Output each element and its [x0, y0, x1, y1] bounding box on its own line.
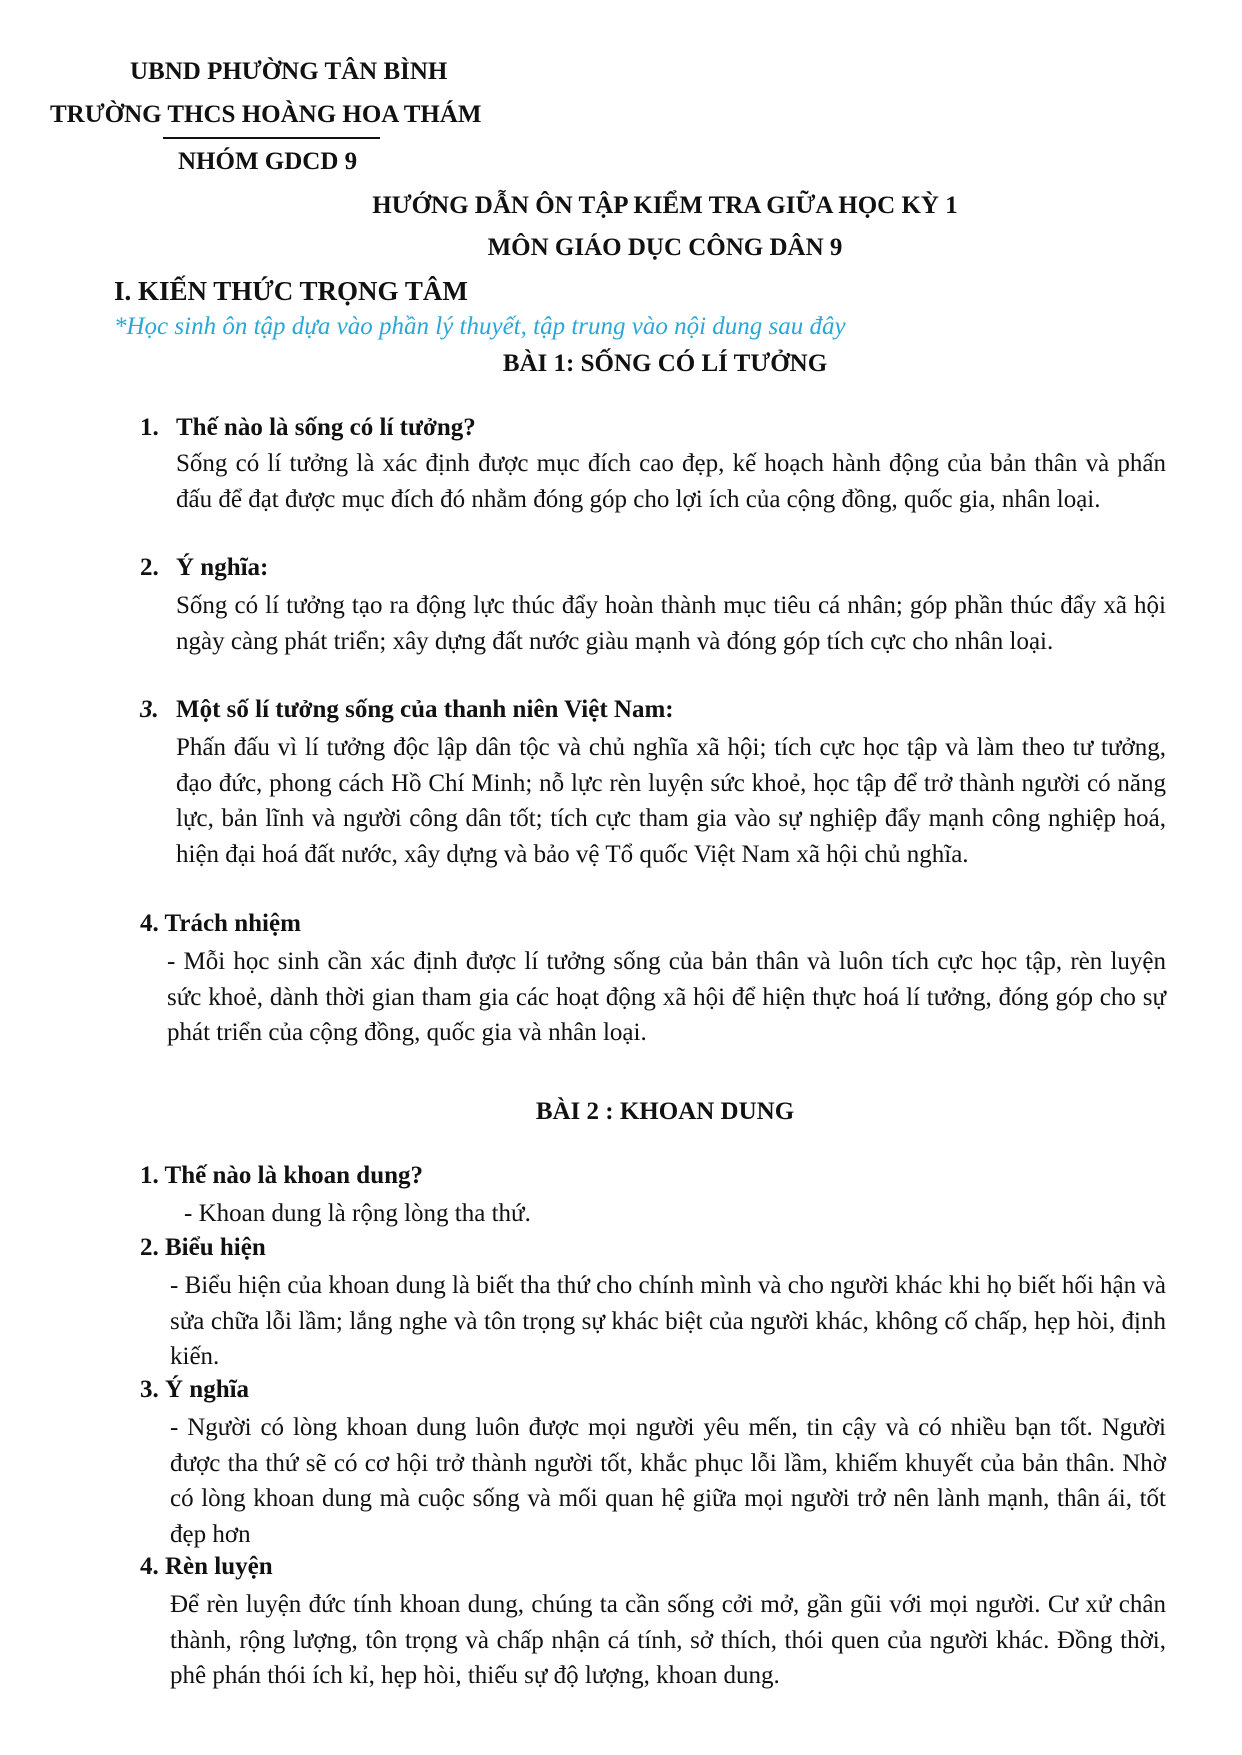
lesson-2-q3-text: - Người có lòng khoan dung luôn được mọi người yêu mến, tin cậy và có nhiều bạn tốt. Người được tha thứ sẽ có cơ hội trở thành người tốt, khắc phục lỗi lầm, khiếm khuyết của bản thân. Nhờ có lòng khoan dung mà cuộc sống và mối quan hệ giữa mọi người trở nên lành mạnh, thân ái, tốt đẹp hơn	[170, 1414, 1166, 1548]
lesson-2-q3-heading: 3. Ý nghĩa	[140, 1376, 250, 1403]
document-subtitle: MÔN GIÁO DỤC CÔNG DÂN 9	[487, 234, 843, 261]
lesson-1-q4-text: - Mỗi học sinh cần xác định được lí tưởng sống của bản thân và luôn tích cực học tập, rèn luyện sức khoẻ, dành thời gian tham gia các hoạt động xã hội để hiện thực hoá lí tưởng, đóng góp cho sự phát triển của cộng đồng, quốc gia và nhân loại.	[167, 948, 1166, 1046]
lesson-2-q4-heading: 4. Rèn luyện	[140, 1553, 273, 1580]
lesson-1-q3-label: Một số lí tưởng sống của thanh niên Việt Nam:	[176, 696, 674, 723]
header-line-1: UBND PHƯỜNG TÂN BÌNH	[130, 58, 448, 85]
lesson-1-q3-heading	[140, 696, 674, 724]
lesson-1-q2-number: 2.	[140, 554, 159, 581]
lesson-2-q1-text: - Khoan dung là rộng lòng tha thứ.	[184, 1200, 531, 1227]
lesson-1-q2-text: Sống có lí tưởng tạo ra động lực thúc đẩy hoàn thành mục tiêu cá nhân; góp phần thúc đẩy xã hội ngày càng phát triển; xây dựng đất nước giàu mạnh và đóng góp tích cực cho nhân loại.	[176, 592, 1166, 655]
lesson-2-q2-text: - Biểu hiện của khoan dung là biết tha thứ cho chính mình và cho người khác khi họ biết hối hận và sửa chữa lỗi lầm; lắng nghe và tôn trọng sự khác biệt của người khác, không cố chấp, hẹp hòi, định kiến.	[170, 1272, 1166, 1370]
lesson-1-q2-label: Ý nghĩa:	[176, 554, 269, 581]
header-underline	[163, 137, 380, 139]
lesson-2-q2-heading: 2. Biểu hiện	[140, 1234, 266, 1261]
document-title: HƯỚNG DẪN ÔN TẬP KIỂM TRA GIỮA HỌC KỲ 1	[372, 192, 958, 219]
lesson-1-q2-heading	[140, 554, 268, 582]
lesson-1-q1-text: Sống có lí tưởng là xác định được mục đích cao đẹp, kế hoạch hành động của bản thân và phấn đấu để đạt được mục đích đó nhằm đóng góp cho lợi ích của cộng đồng, quốc gia, nhân loại.	[176, 450, 1166, 513]
header-line-2: TRƯỜNG THCS HOÀNG HOA THÁM	[50, 101, 482, 128]
section-note: *Học sinh ôn tập dựa vào phần lý thuyết, tập trung vào nội dung sau đây	[114, 313, 846, 340]
lesson-1-q3-number: 3.	[140, 696, 159, 723]
lesson-2-title: BÀI 2 : KHOAN DUNG	[535, 1098, 795, 1125]
lesson-2-q1-heading: 1. Thế nào là khoan dung?	[140, 1162, 423, 1189]
lesson-1-q1-heading	[140, 414, 476, 442]
lesson-1-q1-label: Thế nào là sống có lí tưởng?	[176, 414, 476, 441]
section-heading: I. KIẾN THỨC TRỌNG TÂM	[114, 276, 468, 306]
header-line-3: NHÓM GDCD 9	[178, 148, 358, 175]
lesson-1-q4-heading: 4. Trách nhiệm	[140, 910, 301, 937]
lesson-1-title: BÀI 1: SỐNG CÓ LÍ TƯỞNG	[502, 350, 828, 377]
lesson-2-q4-text: Để rèn luyện đức tính khoan dung, chúng ta cần sống cởi mở, gần gũi với mọi người. Cư xử chân thành, rộng lượng, tôn trọng và chấp nhận cá tính, sở thích, thói quen của người khác. Đồng thời, phê phán thói ích kỉ, hẹp hòi, thiếu sự độ lượng, khoan dung.	[170, 1591, 1166, 1689]
lesson-1-q1-number: 1.	[140, 414, 159, 441]
lesson-1-q3-text: Phấn đấu vì lí tưởng độc lập dân tộc và chủ nghĩa xã hội; tích cực học tập và làm theo tư tưởng, đạo đức, phong cách Hồ Chí Minh; nỗ lực rèn luyện sức khoẻ, học tập để trở thành người có năng lực, bản lĩnh và người công dân tốt; tích cực tham gia vào sự nghiệp đẩy mạnh công nghiệp hoá, hiện đại hoá đất nước, xây dựng và bảo vệ Tổ quốc Việt Nam xã hội chủ nghĩa.	[176, 734, 1166, 868]
